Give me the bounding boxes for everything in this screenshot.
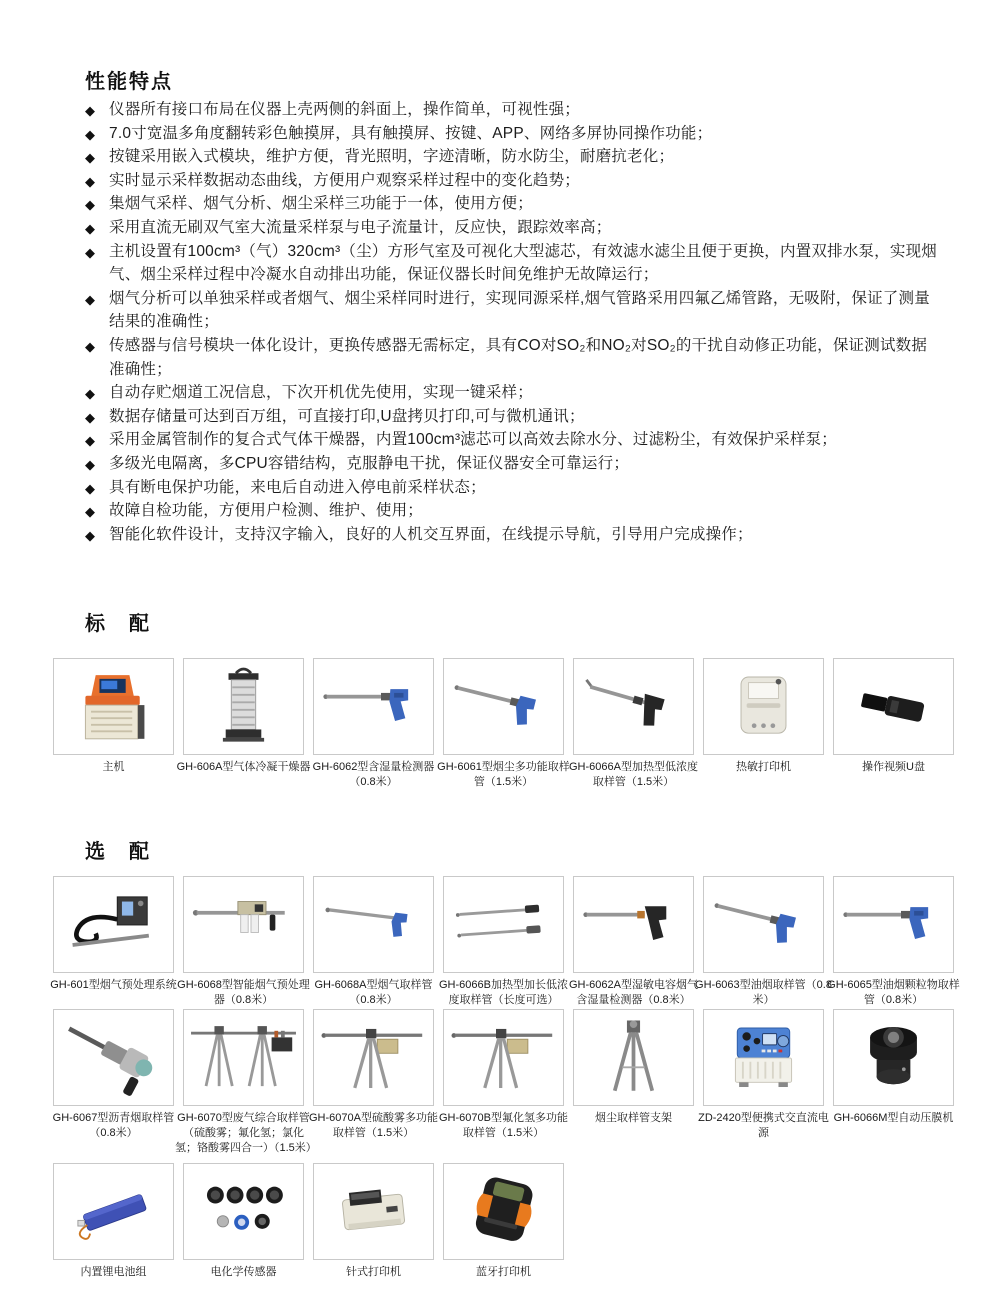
gas-sampling-probe-icon [317, 880, 430, 969]
product-card [50, 876, 177, 993]
standard-config-title: 标 配 [85, 612, 151, 635]
feature-text: 按键采用嵌入式模块，维护方便，背光照明，字迹清晰，防水防尘，耐磨抗老化； [109, 148, 675, 166]
product-label: GH-6066B加热型加长低浓度取样管（长度可选） [439, 979, 568, 1006]
product-image-box [53, 658, 174, 755]
feature-item [85, 405, 937, 429]
product-card [177, 876, 310, 1008]
moisture-detector-probe-icon [317, 662, 430, 751]
product-card [53, 1009, 174, 1141]
feature-item [85, 428, 937, 452]
feature-item [85, 287, 937, 334]
product-image-box [313, 1009, 434, 1106]
product-label: ZD-2420型便携式交直流电源 [698, 1112, 829, 1139]
product-image-box [443, 658, 564, 755]
product-card [313, 1163, 434, 1280]
product-image-box [443, 1009, 564, 1106]
product-label: GH-6070A型硫酸雾多功能取样管（1.5米） [309, 1112, 438, 1139]
product-image-box [313, 658, 434, 755]
feature-text: 故障自检功能，方便用户检测、维护、使用； [109, 502, 424, 520]
feature-item [85, 192, 937, 216]
product-image-box [183, 658, 304, 755]
product-image-box [53, 1163, 174, 1260]
product-image-box [573, 658, 694, 755]
product-card [309, 1009, 438, 1141]
product-label: GH-6068型智能烟气预处理器（0.8米） [177, 979, 310, 1006]
product-label: GH-6061型烟尘多功能取样管（1.5米） [437, 761, 570, 788]
optional-config-row-2 [53, 1009, 954, 1156]
usb-drive-icon [837, 662, 950, 751]
product-image-box [53, 876, 174, 973]
optional-config-row-1 [50, 876, 960, 1008]
product-label: GH-6068A型烟气取样管（0.8米） [314, 979, 433, 1006]
product-image-box [313, 1163, 434, 1260]
feature-item [85, 499, 937, 523]
product-image-box [183, 1009, 304, 1106]
feature-item [85, 98, 937, 122]
bluetooth-printer-icon [447, 1167, 560, 1256]
oil-fume-probe-icon [707, 880, 820, 969]
product-image-box [183, 876, 304, 973]
product-label: 主机 [102, 761, 125, 773]
feature-text: 自动存贮烟道工况信息，下次开机优先使用，实现一键采样； [109, 384, 533, 402]
product-image-box [53, 1009, 174, 1106]
product-label: GH-6070型废气综合取样管（硫酸雾；氟化氢；氯化氢；铬酸雾四合一）（1.5米） [175, 1112, 317, 1154]
dot-matrix-printer-icon [317, 1167, 430, 1256]
feature-item [85, 169, 937, 193]
diamond-bullet-icon: ◆ [85, 244, 96, 260]
product-card [439, 876, 568, 1008]
product-card [827, 876, 960, 1008]
feature-text: 采用直流无刷双气室大流量采样泵与电子流量计，反应快，跟踪效率高； [109, 218, 612, 236]
hydrogen-fluoride-probe-icon [447, 1013, 560, 1102]
product-label: GH-6070B型氟化氢多功能取样管（1.5米） [439, 1112, 568, 1139]
asphalt-fume-probe-icon [57, 1013, 170, 1102]
product-card [313, 876, 434, 1008]
feature-text: 具有断电保护功能，来电后自动进入停电前采样状态； [109, 478, 486, 496]
product-card [53, 1163, 174, 1280]
heated-probe-icon [577, 662, 690, 751]
feature-item [85, 476, 937, 500]
feature-item [85, 216, 937, 240]
feature-text: 7.0寸宽温多角度翻转彩色触摸屏，具有触摸屏、按键、APP、网络多屏协同操作功能； [109, 124, 713, 142]
diamond-bullet-icon: ◆ [85, 433, 96, 449]
product-label: GH-6062A型湿敏电容烟气含湿量检测器（0.8米） [569, 979, 698, 1006]
feature-text: 仪器所有接口布局在仪器上壳两侧的斜面上，操作简单，可视性强； [109, 101, 581, 118]
product-card [833, 658, 954, 775]
standard-config-grid [53, 658, 954, 790]
product-label: GH-6063型油烟取样管（0.8米） [695, 979, 832, 1006]
product-label: 烟尘取样管支架 [595, 1112, 672, 1124]
electrochemical-sensors-icon [187, 1167, 300, 1256]
optional-config-title: 选 配 [85, 840, 151, 863]
feature-text: 采用金属管制作的复合式气体干燥器，内置100cm³滤芯可以高效去除水分、过滤粉尘，有效保护采样泵； [109, 431, 837, 449]
feature-item [85, 145, 937, 169]
product-label: GH-6066M型自动压膜机 [833, 1112, 954, 1124]
product-image-box [703, 658, 824, 755]
product-image-box [703, 876, 824, 973]
feature-item [85, 381, 937, 405]
product-card [313, 658, 434, 790]
product-card [53, 658, 174, 775]
product-card [569, 658, 698, 790]
product-image-box [573, 1009, 694, 1106]
product-card [703, 658, 824, 775]
diamond-bullet-icon: ◆ [85, 220, 96, 236]
sulfuric-mist-probe-icon [317, 1013, 430, 1102]
product-label: GH-606A型气体冷凝干燥器 [176, 761, 311, 773]
product-label: GH-6066A型加热型低浓度取样管（1.5米） [569, 761, 698, 788]
product-label: GH-6067型沥青烟取样管（0.8米） [52, 1112, 175, 1139]
feature-text: 烟气分析可以单独采样或者烟气、烟尘采样同时进行，实现同源采样,烟气管路采用四氟乙烯管路，无吸附，保证了测量结果的准确性； [109, 289, 930, 331]
product-image-box [833, 1009, 954, 1106]
particulate-probe-icon [837, 880, 950, 969]
product-image-box [443, 876, 564, 973]
product-label: GH-6062型含湿量检测器（0.8米） [312, 761, 435, 788]
feature-item [85, 240, 937, 287]
diamond-bullet-icon: ◆ [85, 409, 96, 425]
film-press-icon [837, 1013, 950, 1102]
product-label: 蓝牙打印机 [476, 1266, 531, 1278]
product-label: GH-6065型油烟颗粒物取样管（0.8米） [827, 979, 960, 1006]
feature-text: 数据存储量可达到百万组，可直接打印,U盘拷贝打印,可与微机通讯； [109, 407, 585, 425]
product-label: 电化学传感器 [210, 1266, 277, 1278]
gas-pretreatment-system-icon [57, 880, 170, 969]
features-list [85, 98, 937, 546]
tripod-stand-icon [577, 1013, 690, 1102]
feature-text: 实时显示采样数据动态曲线，方便用户观察采样过程中的变化趋势； [109, 171, 581, 189]
portable-power-supply-icon [707, 1013, 820, 1102]
product-card [443, 1163, 564, 1280]
condenser-dryer-icon [187, 662, 300, 751]
smart-pretreatment-icon [187, 880, 300, 969]
feature-item [85, 122, 937, 146]
product-card [573, 1009, 694, 1126]
product-card [439, 1009, 568, 1141]
product-card [176, 658, 311, 775]
product-card [698, 1009, 829, 1141]
optional-config-row-3 [53, 1163, 564, 1280]
diamond-bullet-icon: ◆ [85, 291, 96, 307]
product-image-box [833, 658, 954, 755]
product-image-box [183, 1163, 304, 1260]
product-card [183, 1163, 304, 1280]
features-section-title: 性能特点 [85, 70, 173, 93]
product-card [175, 1009, 317, 1156]
product-image-box [573, 876, 694, 973]
feature-item [85, 523, 937, 547]
product-label: 热敏打印机 [736, 761, 791, 773]
diamond-bullet-icon: ◆ [85, 456, 96, 472]
diamond-bullet-icon: ◆ [85, 126, 96, 142]
diamond-bullet-icon: ◆ [85, 173, 96, 189]
diamond-bullet-icon: ◆ [85, 150, 96, 166]
product-image-box [313, 876, 434, 973]
extended-probe-icon [447, 880, 560, 969]
product-label: GH-601型烟气预处理系统 [50, 979, 177, 991]
feature-text: 多级光电隔离，多CPU容错结构，克服静电干扰，保证仪器安全可靠运行； [109, 454, 630, 472]
composite-sampling-probe-icon [187, 1013, 300, 1102]
feature-item [85, 334, 937, 381]
product-card [437, 658, 570, 790]
diamond-bullet-icon: ◆ [85, 480, 96, 496]
product-card [695, 876, 832, 1008]
diamond-bullet-icon: ◆ [85, 197, 96, 213]
diamond-bullet-icon: ◆ [85, 386, 96, 402]
diamond-bullet-icon: ◆ [85, 338, 96, 354]
product-label: 针式打印机 [346, 1266, 401, 1278]
feature-text: 主机设置有100cm³（气）320cm³（尘）方形气室及可视化大型滤芯，有效滤水滤尘且便于更换，内置双排水泵，实现烟气、烟尘采样过程中冷凝水自动排出功能，保证仪器长时间免维护无故障运行； [109, 242, 937, 284]
diamond-bullet-icon: ◆ [85, 527, 96, 543]
thermal-printer-icon [707, 662, 820, 751]
capacitive-moisture-probe-icon [577, 880, 690, 969]
diamond-bullet-icon: ◆ [85, 103, 96, 118]
lithium-battery-icon [57, 1167, 170, 1256]
product-image-box [833, 876, 954, 973]
diamond-bullet-icon: ◆ [85, 504, 96, 520]
main-unit-icon [57, 662, 170, 751]
feature-text: 智能化软件设计，支持汉字输入，良好的人机交互界面，在线提示导航，引导用户完成操作； [109, 525, 753, 543]
product-image-box [443, 1163, 564, 1260]
product-image-box [703, 1009, 824, 1106]
feature-item [85, 452, 937, 476]
product-label: 内置锂电池组 [80, 1266, 147, 1278]
product-label: 操作视频U盘 [862, 761, 925, 773]
product-card [833, 1009, 954, 1126]
feature-text: 传感器与信号模块一体化设计，更换传感器无需标定，具有CO对SO₂和NO₂对SO₂的干扰自动修正功能，保证测试数据准确性； [109, 336, 928, 378]
product-card [569, 876, 698, 1008]
feature-text: 集烟气采样、烟气分析、烟尘采样三功能于一体，使用方便； [109, 195, 533, 213]
dust-sampling-probe-icon [447, 662, 560, 751]
